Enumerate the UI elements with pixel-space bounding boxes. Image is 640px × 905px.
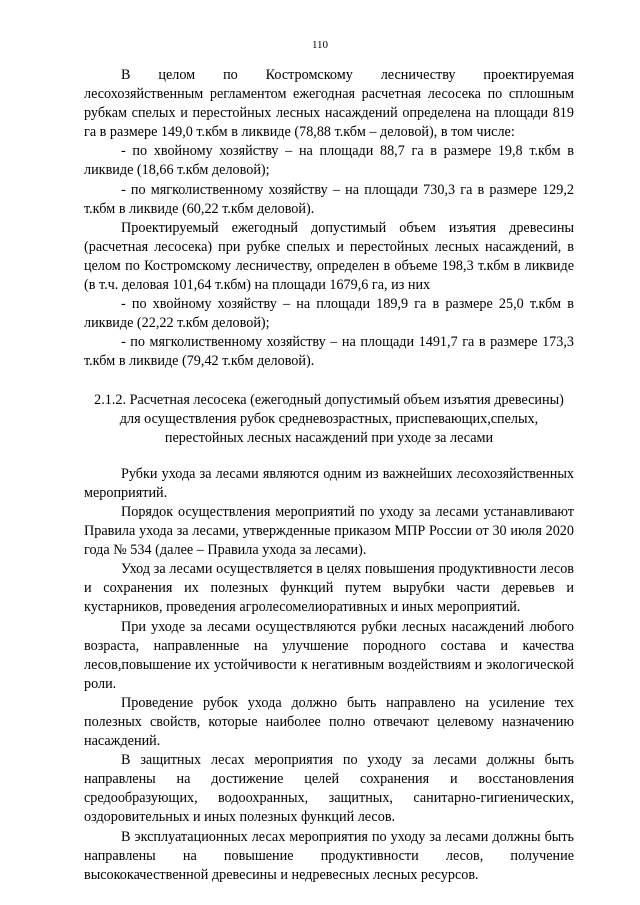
paragraph-coniferous-allowable: - по хвойному хозяйству – на площади 189,9 га в размере 25,0 т.кбм в ликвиде (22,22 т.кбм деловой); <box>84 296 574 332</box>
paragraph-softwood-allowable: - по мягколиственному хозяйству – на площади 1491,7 га в размере 173,3 т.кбм в ликвиде (79,42 т.кбм деловой). <box>84 334 574 370</box>
paragraph-production-forests: В эксплуатационных лесах мероприятия по уходу за лесами должны быть направлены на повышение продуктивности лесов, получение высококачественной древесины и недревесных лесных ресурсов. <box>84 828 574 883</box>
page-number: 110 <box>311 39 329 51</box>
document-body <box>84 66 574 885</box>
paragraph-thinning-direction: Проведение рубок ухода должно быть направлено на усиление тех полезных свойств, которые наиболее полно отвечают целевому назначению насаждений. <box>84 694 574 750</box>
paragraph-cutting-area-summary: В целом по Костромскому лесничеству проектируемая лесохозяйственным регламентом ежегодная расчетная лесосека по сплошным рубкам спелых и перестойных лесных насаждений определена на площади 819 га в размере 149,0 т.кбм в ликвиде (78,88 т.кбм – деловой), в том числе: <box>84 67 574 141</box>
paragraph-protective-forests: В защитных лесах мероприятия по уходу за лесами должны быть направлены на достижение целей сохранения и восстановления средообразующих, водоохранных, защитных, санитарно-гигиенических, оздоровительных и иных полезных функций лесов. <box>84 752 574 826</box>
paragraph-thinning-importance: Рубки ухода за лесами являются одним из важнейших лесохозяйственных мероприятий. <box>84 465 574 501</box>
paragraph-allowable-volume: Проектируемый ежегодный допустимый объем изъятия древесины (расчетная лесосека) при рубке спелых и перестойных лесных насаждений, в целом по Костромскому лесничеству, определен в объеме 198,3 т.кбм в ликвиде (в т.ч. деловая 101,64 т.кбм) на площади 1679,6 га, из них <box>84 219 574 294</box>
paragraph-thinning-purpose: Уход за лесами осуществляется в целях повышения продуктивности лесов и сохранения их полезных функций путем вырубки части деревьев и кустарников, проведения агролесомелиоративных и иных мероприятий. <box>84 561 574 616</box>
paragraph-thinning-any-age: При уходе за лесами осуществляются рубки лесных насаждений любого возраста, направленные на улучшение породного состава и качества лесов,повышение их устойчивости к негативным воздействиям и экологической роли. <box>84 618 574 692</box>
section-heading: 2.1.2. Расчетная лесосека (ежегодный допустимый объем изъятия древесины) для осуществления рубок средневозрастных, приспевающих,спелых, перестойных лесных насаждений при уходе за лесами <box>94 391 564 446</box>
paragraph-coniferous-clear-cut: - по хвойному хозяйству – на площади 88,7 га в размере 19,8 т.кбм в ликвиде (18,66 т.кбм деловой); <box>84 143 574 179</box>
paragraph-thinning-rules: Порядок осуществления мероприятий по уходу за лесами устанавливают Правила ухода за лесами, утвержденные приказом МПР России от 30 июля 2020 года № 534 (далее – Правила ухода за лесами). <box>84 503 574 559</box>
paragraph-softwood-clear-cut: - по мягколиственному хозяйству – на площади 730,3 га в размере 129,2 т.кбм в ликвиде (60,22 т.кбм деловой). <box>84 181 574 217</box>
